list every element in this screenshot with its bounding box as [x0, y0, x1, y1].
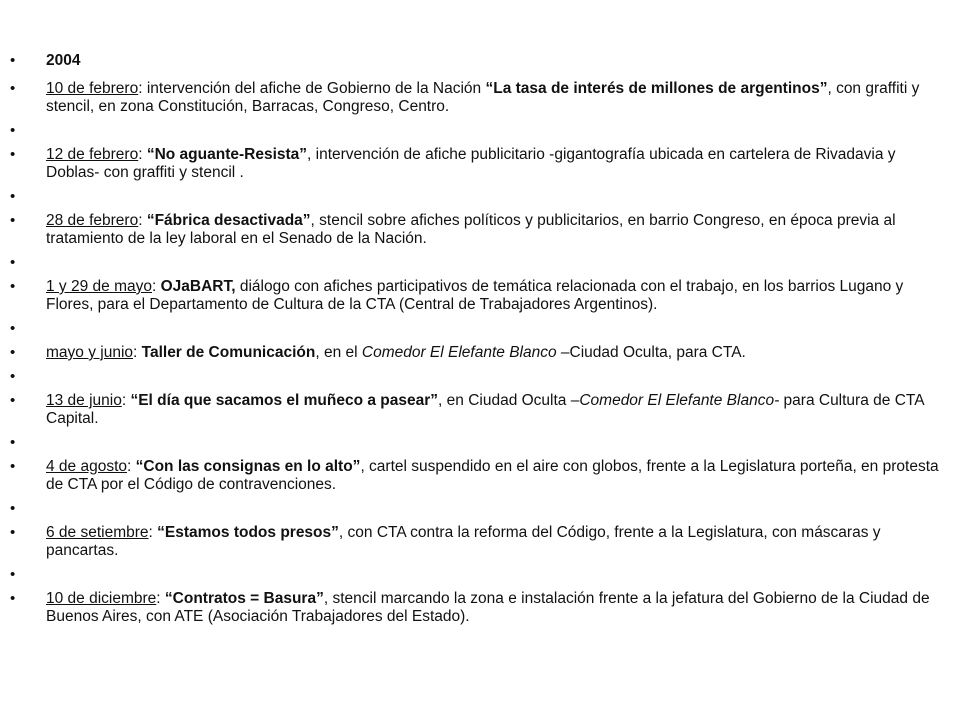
entry-title: “No aguante-Resista”	[146, 146, 308, 163]
list-item: • 6 de setiembre: “Estamos todos presos”, con CTA contra la reforma del Código, frente a la Legislatura, con máscaras y pancartas.	[0, 524, 960, 560]
list-item: • mayo y junio: Taller de Comunicación, en el Comedor El Elefante Blanco –Ciudad Oculta, para CTA.	[0, 344, 960, 362]
entry-title: “La tasa de interés de millones de argentinos”	[485, 80, 828, 97]
empty-bullet	[0, 254, 960, 272]
empty-bullet	[0, 122, 960, 140]
entry-date: 10 de diciembre	[46, 590, 157, 607]
list-item: • 13 de junio: “El día que sacamos el muñeco a pasear”, en Ciudad Oculta –Comedor El Elefante Blanco- para Cultura de CTA Capital.	[0, 392, 960, 428]
empty-bullet	[0, 368, 960, 386]
empty-bullet	[0, 500, 960, 518]
entry-date: 10 de febrero	[46, 80, 139, 97]
entry-date: 6 de setiembre	[46, 524, 149, 541]
list-item: • 12 de febrero: “No aguante-Resista”, intervención de afiche publicitario -gigantografía ubicada en cartelera de Rivadavia y Doblas- con graffiti y stencil .	[0, 146, 960, 182]
entry-date: 28 de febrero	[46, 212, 139, 229]
entry-title: “Contratos = Basura”	[164, 590, 324, 607]
list-item: • 28 de febrero: “Fábrica desactivada”, stencil sobre afiches políticos y publicitarios, en barrio Congreso, en época previa al tratamiento de la ley laboral en el Senado de la Nación.	[0, 212, 960, 248]
entry-date: 13 de junio	[46, 392, 122, 409]
entry-italic: Comedor El Elefante Blanco	[361, 344, 557, 361]
entry-title: “El día que sacamos el muñeco a pasear”	[130, 392, 439, 409]
entry-title: “Fábrica desactivada”	[146, 212, 311, 229]
bullet-list	[0, 52, 960, 632]
entry-title: “Con las consignas en lo alto”	[135, 458, 361, 475]
empty-bullet	[0, 434, 960, 452]
entry-date: mayo y junio	[46, 344, 134, 361]
year-heading-item	[0, 52, 960, 70]
entry-italic: Comedor El Elefante Blanco-	[579, 392, 780, 409]
list-item: • 10 de febrero: intervención del afiche de Gobierno de la Nación “La tasa de interés de millones de argentinos”, con graffiti y stencil, en zona Constitución, Barracas, Congreso, Centro.	[0, 80, 960, 116]
entry-date: 12 de febrero	[46, 146, 139, 163]
empty-bullet	[0, 566, 960, 584]
empty-bullet	[0, 188, 960, 206]
entry-date: 1 y 29 de mayo	[46, 278, 152, 295]
entry-title: Taller de Comunicación	[141, 344, 316, 361]
entry-date: 4 de agosto	[46, 458, 128, 475]
empty-bullet	[0, 320, 960, 338]
entry-title: “Estamos todos presos”	[157, 524, 339, 541]
entry-title: OJaBART,	[160, 278, 236, 295]
list-item: • 4 de agosto: “Con las consignas en lo alto”, cartel suspendido en el aire con globos, frente a la Legislatura porteña, en protesta de CTA por el Código de contravenciones.	[0, 458, 960, 494]
list-item: • 1 y 29 de mayo: OJaBART, diálogo con afiches participativos de temática relacionada con el trabajo, en los barrios Lugano y Flores, para el Departamento de Cultura de la CTA (Central de Trabajadores Argentinos).	[0, 278, 960, 314]
list-item: • 10 de diciembre: “Contratos = Basura”, stencil marcando la zona e instalación frente a la jefatura del Gobierno de la Ciudad de Buenos Aires, con ATE (Asociación Trabajadores del Estado).	[0, 590, 960, 626]
year-heading: 2004	[46, 52, 81, 69]
